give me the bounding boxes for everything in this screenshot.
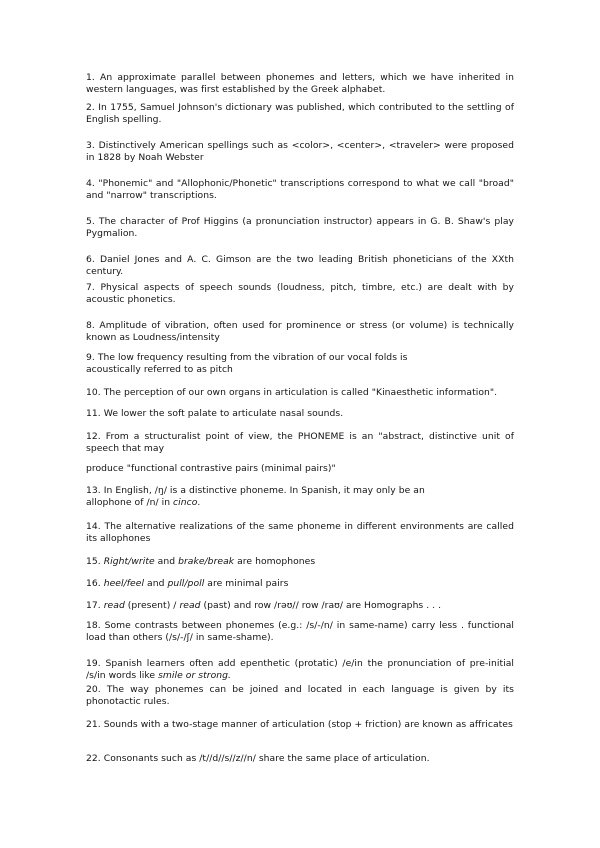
statement-text: and (144, 578, 168, 589)
statement-text: . (197, 496, 201, 508)
statement-text: 17. (86, 600, 104, 611)
statement-text: and (154, 556, 179, 567)
statement-item (86, 216, 514, 239)
statement-item (86, 463, 514, 475)
statement-text: 5. The character of Prof Higgins (a pronunciation instructor) appears in G. B. Shaw's play Pygmalion. (86, 216, 514, 239)
statement-text: 9. The low frequency resulting from the vibration of our vocal folds is (86, 352, 408, 363)
statement-text: 4. "Phonemic" and "Allophonic/Phonetic" transcriptions correspond to what we call "broad" and "narrow" transcriptions. (86, 178, 514, 201)
statement-item (86, 178, 514, 201)
italic-term: smile or strong. (158, 669, 231, 681)
statement-text: 6. Daniel Jones and A. C. Gimson are the two leading British phoneticians of the XXth century. (86, 254, 514, 277)
statement-item (86, 719, 514, 731)
statement-text: produce "functional contrastive pairs (minimal pairs)" (86, 463, 336, 474)
statement-item (86, 408, 514, 420)
statement-item (86, 431, 514, 454)
statement-item (86, 485, 514, 508)
italic-term: cinco (173, 496, 198, 508)
statement-item (86, 102, 514, 125)
statement-text: 10. The perception of our own organs in articulation is called "Kinaesthetic information". (86, 387, 498, 398)
statement-text: 1. An approximate parallel between phonemes and letters, which we have inherited in western languages, was first established by the Greek alphabet. (86, 72, 514, 95)
statement-text: allophone of /n/ in (86, 496, 174, 508)
statement-item (86, 352, 514, 375)
statement-text: 15. (86, 556, 104, 567)
statement-item (86, 753, 514, 765)
statement-text: (past) and row /rəʊ// row /raʊ/ are Homographs . . . (200, 600, 442, 611)
statement-text: are minimal pairs (204, 578, 289, 589)
statement-text: 14. The alternative realizations of the same phoneme in different environments are called its allophones (86, 521, 514, 544)
italic-term: read (179, 600, 201, 611)
italic-term: Right/write (103, 556, 155, 567)
statement-text: 7. Physical aspects of speech sounds (loudness, pitch, timbre, etc.) are dealt with by acoustic phonetics. (86, 282, 514, 305)
statement-text: 21. Sounds with a two-stage manner of articulation (stop + friction) are known as affricates (86, 719, 513, 730)
statement-item (86, 684, 514, 707)
statement-text: 13. In English, /ŋ/ is a distinctive phoneme. In Spanish, it may only be an (86, 485, 425, 496)
statement-item (86, 254, 514, 277)
italic-term: heel/feel (103, 578, 145, 589)
italic-term: brake/break (178, 556, 235, 567)
statement-text: 22. Consonants such as /t//d//s//z//n/ share the same place of articulation. (86, 753, 430, 764)
statement-item (86, 320, 514, 343)
statement-text: acoustically referred to as pitch (86, 363, 233, 375)
statement-text: 18. Some contrasts between phonemes (e.g.: /s/-/n/ in same-name) carry less . functional load than others (/s/-/ʃ/ in same-shame). (86, 620, 514, 643)
italic-term: read (103, 600, 125, 611)
italic-term: pull/poll (167, 578, 205, 589)
statement-text: 11. We lower the soft palate to articulate nasal sounds. (86, 408, 344, 419)
statement-text: 19. Spanish learners often add epenthetic (protatic) /e/in the pronunciation of pre-initial /s/in words like (86, 658, 514, 681)
statement-text: 16. (86, 578, 104, 589)
statement-item (86, 282, 514, 305)
statement-item (86, 521, 514, 544)
statement-text: 3. Distinctively American spellings such as <color>, <center>, <traveler> were proposed in 1828 by Noah Webster (86, 140, 514, 163)
statement-item (86, 578, 514, 590)
statement-text: 12. From a structuralist point of view, the PHONEME is an "abstract, distinctive unit of speech that may (86, 431, 514, 454)
statement-item (86, 556, 514, 568)
statement-item (86, 620, 514, 643)
statement-item (86, 72, 514, 95)
statement-text: (present) / (124, 600, 180, 611)
statement-item (86, 140, 514, 163)
statement-text: 20. The way phonemes can be joined and located in each language is given by its phonotactic rules. (86, 684, 514, 707)
statement-item (86, 658, 514, 681)
statement-item (86, 387, 514, 399)
statement-text: 8. Amplitude of vibration, often used for prominence or stress (or volume) is technically known as Loudness/intensity (86, 320, 514, 343)
statement-item (86, 600, 514, 612)
statement-text: are homophones (234, 556, 316, 567)
statement-text: 2. In 1755, Samuel Johnson's dictionary was published, which contributed to the settling of English spelling. (86, 102, 514, 125)
